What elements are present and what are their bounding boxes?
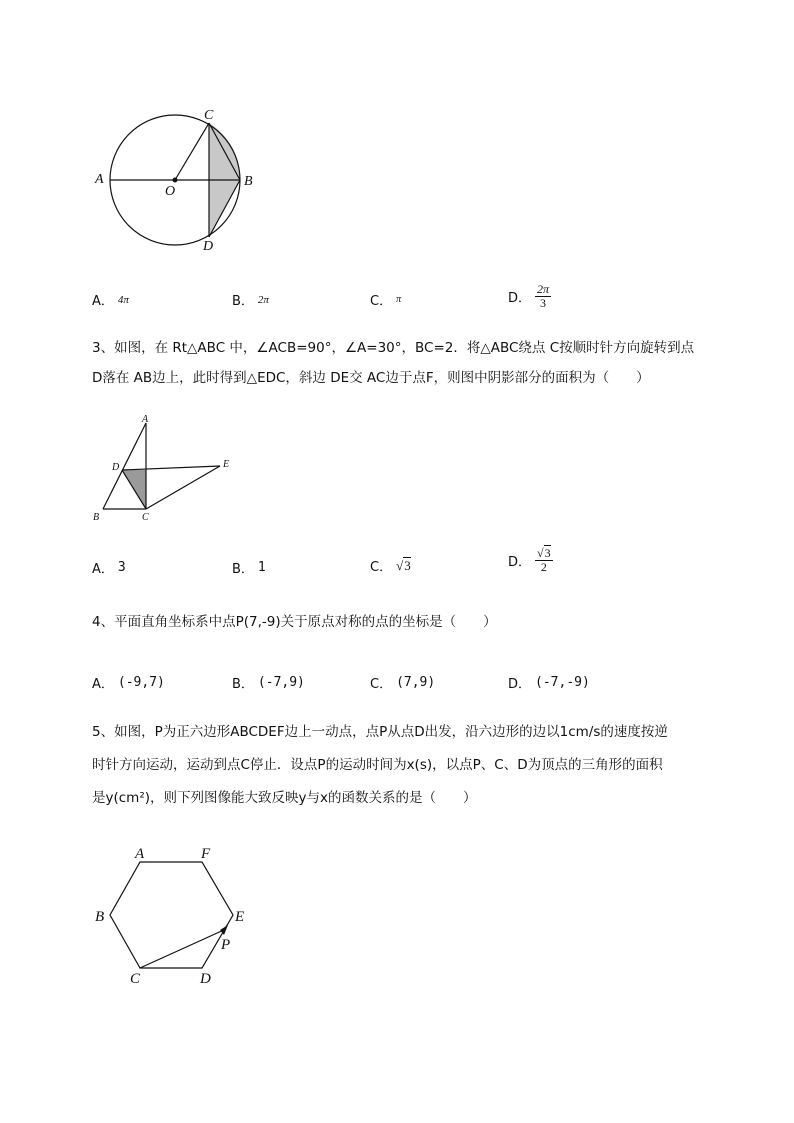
option-letter: D． — [508, 555, 532, 570]
q4-text — [92, 607, 772, 637]
q5-line3: 是y(cm²)，则下列图像能大致反映y与x的函数关系的是（ ） — [92, 790, 477, 806]
radicand: 3 — [404, 557, 411, 573]
q3-option-b[interactable] — [232, 558, 266, 577]
label-b: B — [244, 174, 253, 189]
q3-option-d[interactable] — [508, 547, 553, 574]
option-letter: A． — [92, 677, 114, 692]
center-dot — [173, 178, 178, 183]
option-letter: D． — [508, 291, 532, 306]
q2-option-d[interactable] — [508, 283, 551, 310]
fraction — [535, 283, 551, 310]
option-value: 1 — [257, 560, 266, 575]
q4-option-b[interactable] — [232, 673, 305, 692]
q2-option-b[interactable] — [232, 290, 269, 309]
option-value: (7,9) — [396, 675, 436, 690]
option-letter: B． — [232, 677, 254, 692]
hexagon — [110, 862, 233, 968]
denominator: 3 — [540, 296, 547, 310]
label-a: A — [95, 172, 104, 187]
option-letter: B． — [232, 562, 254, 577]
label-b: B — [93, 512, 100, 523]
circle-figure — [88, 100, 268, 270]
side-de — [122, 466, 220, 470]
option-letter: C． — [370, 294, 393, 309]
option-value: 3 — [117, 560, 126, 575]
sqrt-expression: √3 — [396, 557, 411, 573]
option-value: (-7,-9) — [535, 675, 590, 690]
fraction — [535, 547, 553, 574]
q3-line1: 3、如图，在 Rt△ABC 中，∠ACB=90°，∠A=30°，BC=2．将△ABC绕点 C按顺时针方向旋转到点 — [92, 340, 695, 356]
option-value: π — [396, 294, 402, 305]
label-a: A — [135, 846, 145, 862]
numerator: 2π — [537, 282, 550, 296]
q5-line2: 时针方向运动，运动到点C停止．设点P的运动时间为x(s)，以点P、C、D为顶点的三角形的面积 — [92, 757, 663, 773]
label-e: E — [235, 909, 245, 925]
label-d: D — [200, 971, 211, 987]
q5-text — [92, 716, 772, 815]
option-value: (-7,9) — [257, 675, 305, 690]
label-o: O — [165, 184, 176, 199]
numerator: √3 — [537, 546, 551, 560]
denominator: 2 — [540, 560, 547, 574]
label-d: D — [112, 462, 120, 473]
option-letter: A． — [92, 294, 114, 309]
label-c: C — [130, 971, 141, 987]
q3-option-c[interactable] — [370, 556, 411, 575]
option-letter: B． — [232, 294, 254, 309]
label-c: C — [204, 108, 214, 123]
q2-option-a[interactable] — [92, 290, 129, 309]
option-value: 2π — [257, 293, 269, 306]
side-ec — [146, 466, 220, 509]
q2-option-c[interactable] — [370, 290, 401, 309]
option-letter: C． — [370, 677, 393, 692]
q4-option-a[interactable] — [92, 673, 165, 692]
radius-oc — [175, 123, 209, 180]
q4-option-d[interactable] — [508, 673, 590, 692]
q3-option-a[interactable] — [92, 558, 126, 577]
label-e: E — [223, 459, 230, 470]
q3-text — [92, 333, 772, 393]
arrow-head — [220, 925, 228, 935]
label-d: D — [203, 239, 214, 254]
option-value: (-9,7) — [117, 675, 165, 690]
q4-option-c[interactable] — [370, 673, 435, 692]
radicand: 3 — [544, 546, 551, 560]
label-p: P — [221, 937, 231, 953]
hexagon-figure — [88, 842, 258, 987]
label-c: C — [142, 512, 149, 523]
option-letter: C． — [370, 560, 393, 575]
label-f: F — [201, 846, 211, 862]
q4-line: 4、平面直角坐标系中点P(7,-9)关于原点对称的点的坐标是（ ） — [92, 614, 497, 630]
label-a: A — [142, 414, 149, 425]
option-letter: A． — [92, 562, 114, 577]
triangle-figure — [88, 410, 248, 525]
option-value: 4π — [117, 293, 129, 306]
q3-line2: D落在 AB边上，此时得到△EDC，斜边 DE交 AC边于点F，则图中阴影部分的面积为（ ） — [92, 370, 650, 386]
label-b: B — [95, 909, 105, 925]
q5-line1: 5、如图，P为正六边形ABCDEF边上一动点，点P从点D出发，沿六边形的边以1cm/s的速度按逆 — [92, 724, 668, 740]
option-letter: D． — [508, 677, 532, 692]
